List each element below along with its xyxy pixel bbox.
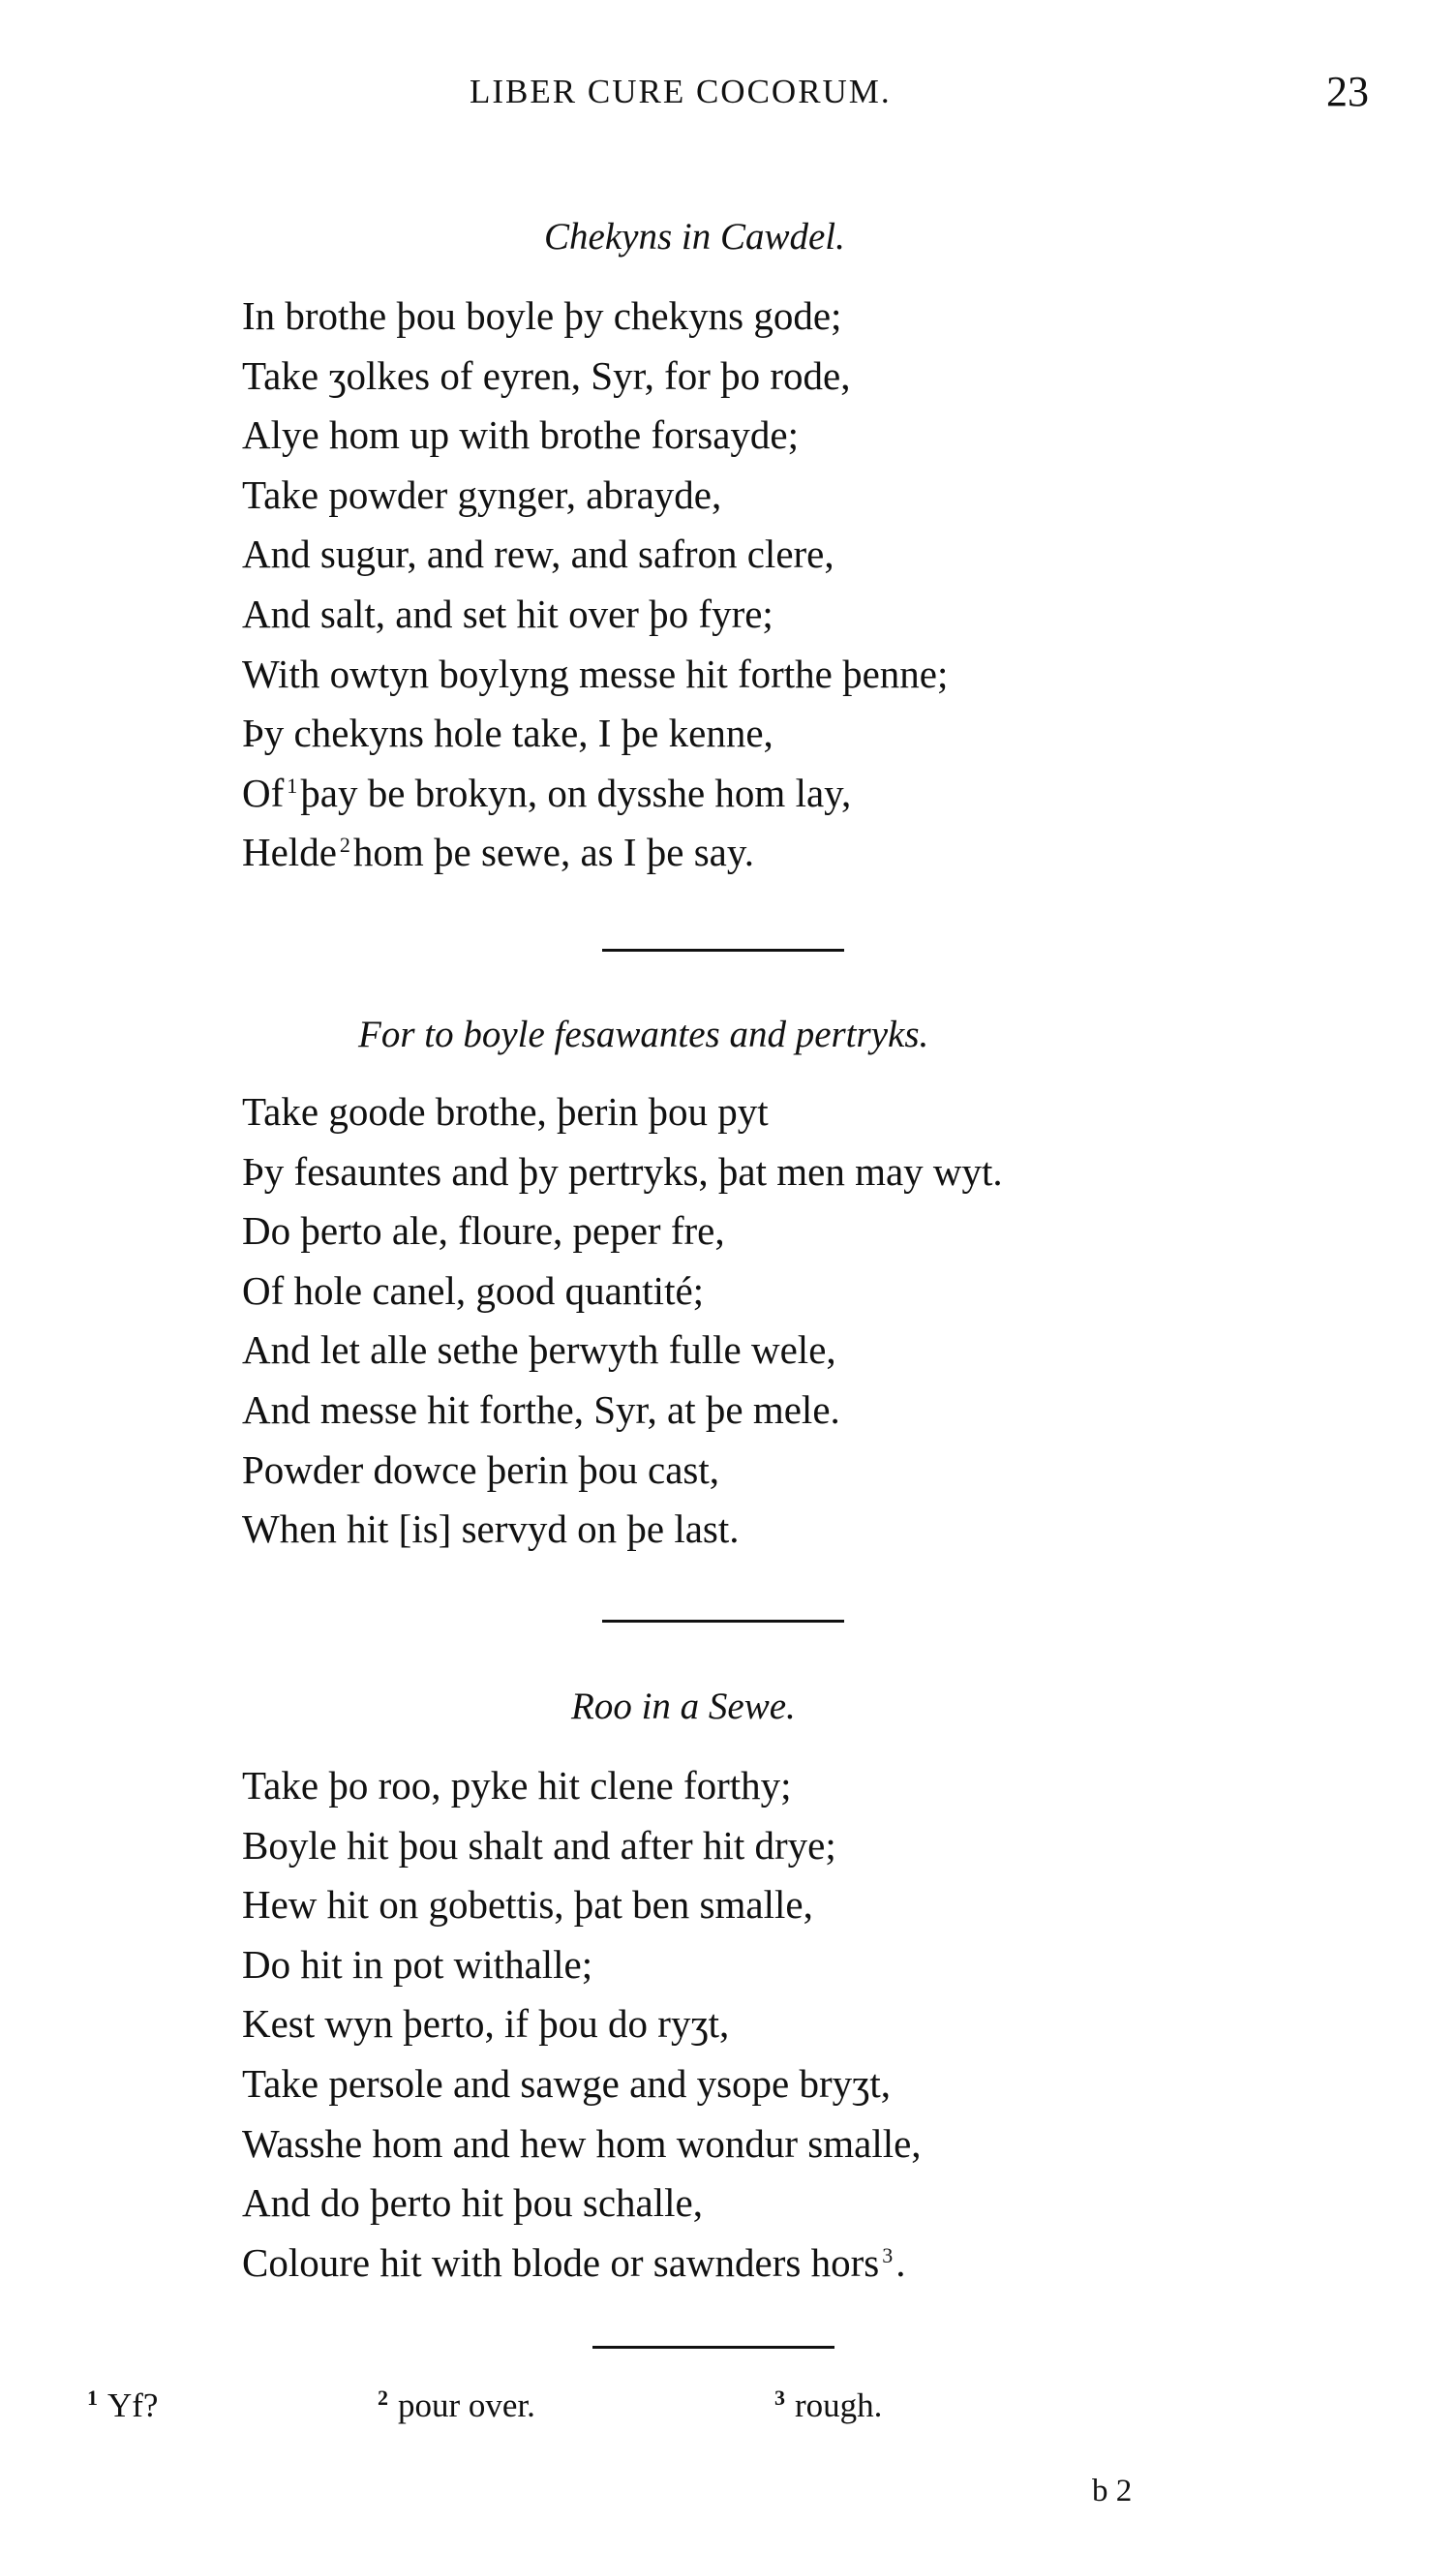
section-divider — [602, 949, 844, 952]
verse-line: Kest wyn þerto, if þou do ryʒt, — [242, 2001, 730, 2047]
verse-line: And let alle sethe þerwyth fulle wele, — [242, 1327, 836, 1373]
verse-line: Take goode brothe, þerin þou pyt — [242, 1089, 769, 1134]
verse-word: Helde — [242, 830, 337, 875]
verse-line: Alye hom up with brothe forsayde; — [242, 412, 800, 458]
footnotes — [0, 2386, 1456, 2445]
verse-line: And sugur, and rew, and safron clere, — [242, 532, 834, 577]
verse-line: And messe hit forthe, Syr, at þe mele. — [242, 1386, 840, 1432]
verse-line: Boyle hit þou shalt and after hit drye; — [242, 1822, 836, 1868]
footnote-text: pour over. — [398, 2386, 535, 2424]
section-divider — [602, 1620, 844, 1623]
verse-text: þay be brokyn, on dysshe hom lay, — [300, 770, 852, 815]
verse-line: Take þo roo, pyke hit clene forthy; — [242, 1763, 792, 1808]
footnote-text: Yf? — [107, 2386, 159, 2424]
verse-line: And salt, and set hit over þo fyre; — [242, 591, 774, 636]
footnote-mark: 1 — [287, 773, 298, 798]
running-head — [0, 68, 1456, 121]
verse — [242, 1756, 922, 2293]
footnote-number: 3 — [774, 2386, 785, 2410]
verse-line — [242, 2234, 922, 2294]
verse-line: Take ʒolkes of eyren, Syr, for þo rode, — [242, 352, 851, 398]
verse — [242, 1082, 1003, 1560]
verse-text: hom þe sewe, as I þe say. — [352, 830, 754, 875]
footnote — [378, 2386, 535, 2425]
verse-line: Powder dowce þerin þou cast, — [242, 1446, 720, 1492]
footnote-mark: 3 — [882, 2242, 894, 2267]
verse-line: And do þerto hit þou schalle, — [242, 2180, 703, 2226]
verse-text: Coloure hit with blode or sawnders hors — [242, 2239, 880, 2285]
verse-line — [242, 823, 948, 883]
recipe-title: Chekyns in Cawdel. — [544, 216, 845, 258]
verse-line: In brothe þou boyle þy chekyns gode; — [242, 293, 842, 338]
running-title: LIBER CURE COCORUM. — [470, 73, 892, 110]
page-number: 23 — [1326, 68, 1369, 115]
verse-line: Take persole and sawge and ysope bryʒt, — [242, 2060, 891, 2106]
footnote-number: 2 — [378, 2386, 388, 2410]
verse-line — [242, 764, 948, 824]
verse-line: Þy fesauntes and þy pertryks, þat men may wyt. — [242, 1148, 1003, 1194]
footnote-mark: 2 — [339, 833, 350, 858]
verse — [242, 287, 948, 883]
footnote — [87, 2386, 158, 2425]
verse-line: When hit [is] servyd on þe last. — [242, 1506, 740, 1552]
verse-line: Wasshe hom and hew hom wondur smalle, — [242, 2120, 922, 2166]
footnote-number: 1 — [87, 2386, 98, 2410]
verse-line: With owtyn boylyng messe hit forthe þenne; — [242, 651, 949, 696]
verse-punctuation: . — [895, 2239, 906, 2285]
recipe-title: For to boyle fesawantes and pertryks. — [358, 1014, 929, 1055]
footnote — [774, 2386, 882, 2425]
verse-line: Take powder gynger, abrayde, — [242, 471, 722, 517]
verse-line: Do hit in pot withalle; — [242, 1941, 593, 1987]
verse-word: Of — [242, 770, 285, 815]
verse-line: Of hole canel, good quantité; — [242, 1267, 705, 1313]
footnote-divider — [592, 2346, 834, 2349]
verse-line: Þy chekyns hole take, I þe kenne, — [242, 711, 774, 756]
recipe-title: Roo in a Sewe. — [571, 1686, 796, 1727]
signature-mark: b 2 — [1092, 2474, 1133, 2508]
footnote-text: rough. — [795, 2386, 883, 2424]
verse-line: Hew hit on gobettis, þat ben smalle, — [242, 1882, 813, 1928]
verse-line: Do þerto ale, floure, peper fre, — [242, 1208, 725, 1254]
